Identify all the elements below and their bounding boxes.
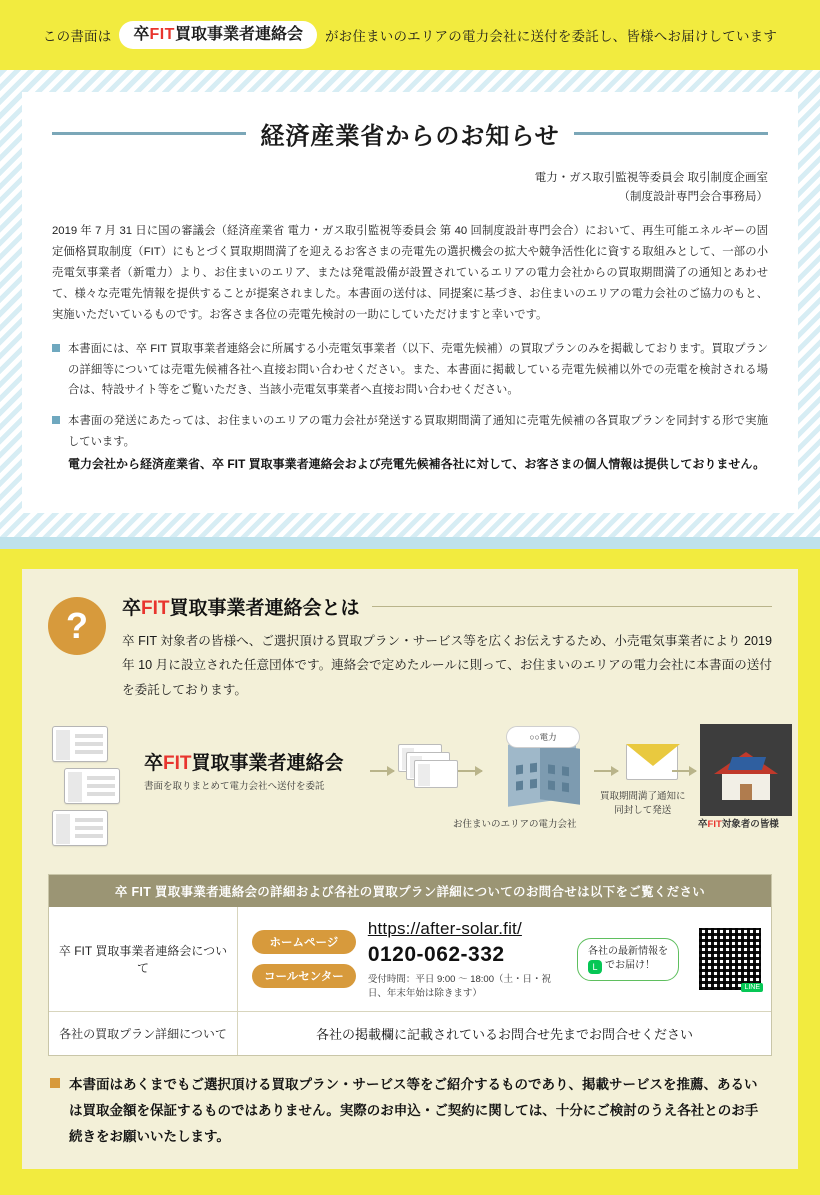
house-solar-icon	[700, 724, 796, 804]
bullet-1-text: 本書面には、卒 FIT 買取事業者連絡会に所属する小売電気事業者（以下、売電先候補）の買取プランのみを掲載しております。買取プランの詳細等については売電先候補各社へ直接お問い合わせください。また、本書面に掲載している売電先候補以外での売電を検討される場合は、特設サイト等をご覧いただき、当該小売電気事業者へ直接お問い合わせください。	[68, 343, 768, 397]
flow-org-sotsu: 卒	[144, 753, 164, 775]
footnote-text: 本書面はあくまでもご選択頂ける買取プラン・サービス等をご紹介するものであり、掲載サービスを推薦、あるいは買取金額を保証するものではありません。実際のお申込・ご契約に関しては、十分にご検討のうえ各社とのお手続きをお願いいたします。	[69, 1077, 759, 1144]
contact-header: 卒 FIT 買取事業者連絡会の詳細および各社の買取プラン詳細についてのお問合せは以下をご覧ください	[49, 875, 771, 907]
flow-arrow-3	[594, 770, 618, 772]
line-promo-line1: 各社の最新情報を	[588, 945, 668, 957]
utility-building-icon	[488, 726, 598, 812]
about-body	[122, 593, 772, 703]
contact-row-2-value: 各社の掲載欄に記載されているお問合せ先までお問合せください	[237, 1012, 771, 1055]
bullet-2-normal: 本書面の発送にあたっては、お住まいのエリアの電力会社が発送する買取期間満了通知に売電先候補の各買取プランを同封する形で実施しています。	[68, 415, 768, 448]
bullet-2-bold: 電力会社から経済産業省、卒 FIT 買取事業者連絡会および売電先候補各社に対して、お客さまの個人情報は提供しておりません。	[68, 457, 766, 472]
about-title-row	[122, 593, 772, 620]
flow-org-rest: 買取事業者連絡会	[191, 753, 344, 775]
flow-house-fit: FIT	[707, 819, 722, 831]
flow-arrow-4	[672, 770, 696, 772]
notice-card	[22, 92, 798, 513]
envelope-icon	[64, 768, 120, 804]
title-rule-left	[52, 132, 246, 135]
flow-caption-mail	[600, 790, 686, 817]
contact-row-2-label: 各社の買取プラン詳細について	[59, 1027, 227, 1042]
callcenter-tag: コールセンター	[252, 964, 356, 988]
envelope-stack-icon	[52, 726, 130, 852]
website-link[interactable]: https://after-solar.fit/	[367, 919, 522, 939]
page-title: 経済産業省からのお知らせ	[260, 123, 560, 150]
line-promo-bubble	[577, 938, 679, 981]
about-card	[22, 569, 798, 1170]
phone-hours-note: 受付時間：平日 9:00 〜 18:00（土・日・祝日、年末年始は除きます）	[367, 974, 551, 1000]
line-promo-line2-text: でお届け！	[605, 959, 655, 971]
mail-icon	[626, 744, 678, 780]
flow-diagram	[48, 718, 779, 868]
flow-org-fit: FIT	[163, 753, 192, 775]
notice-bullet-2	[52, 411, 768, 475]
question-mark-icon: ?	[48, 597, 106, 655]
contact-value-column	[368, 919, 565, 999]
envelope-icon	[52, 810, 108, 846]
utility-cloud-label: ○○電力	[506, 726, 580, 748]
organization-pill	[119, 21, 317, 50]
about-title-rule	[372, 606, 772, 607]
bullet-square-icon	[50, 1078, 60, 1088]
pill-sotsu: 卒	[133, 25, 150, 43]
flow-organization-label	[144, 748, 344, 775]
qr-code-icon[interactable]	[699, 928, 761, 990]
contact-row-plans	[49, 1012, 771, 1055]
notice-title-row	[52, 116, 768, 151]
flow-arrow-1	[370, 770, 394, 772]
line-app-icon: L	[588, 960, 602, 974]
top-banner-suffix: がお住まいのエリアの電力会社に送付を委託し、皆様へお届けしています	[324, 29, 778, 44]
contact-row-1-value	[237, 907, 771, 1011]
about-description: 卒 FIT 対象者の皆様へ、ご選択頂ける買取プラン・サービス等を広くお伝えするため、小売電気事業者により 2019 年 10 月に設立された任意団体です。連絡会で定めたルールに則って、お住まいのエリアの電力会社に本書面の送付を委託しております。	[122, 633, 772, 697]
building-body-2	[540, 743, 580, 805]
contact-tag-column	[252, 930, 356, 988]
authority-line-2: （制度設計専門会合事務局）	[618, 190, 768, 203]
notice-section	[0, 70, 820, 537]
house-photo-circle	[700, 724, 792, 816]
notice-paragraph: 2019 年 7 月 31 日に国の審議会（経済産業省 電力・ガス取引監視等委員会 第 40 回制度設計専門会合）において、再生可能エネルギーの固定価格買取制度（FIT）にもとづく買取期間満了を迎えるお客さまの売電先の選択機会の拡大や競争活性化に資する取組みとして、一部の小売電気事業者（新電力）より、お住まいのエリア、または発電設備が設置されているエリアの電力会社からの買取期間満了の通知とあわせて、様々な売電先情報を提供することが提案されました。本書面の送付は、同提案に基づき、お住まいのエリアの電力会社のご協力のもと、実施いただいているものです。お客さま各位の売電先検討の一助にしていただけますと幸いです。	[52, 224, 768, 321]
line-promo-line2	[588, 959, 668, 974]
authority-line-1: 電力・ガス取引監視等委員会 取引制度企画室	[534, 172, 768, 184]
homepage-tag: ホームページ	[252, 930, 356, 954]
about-title	[122, 593, 360, 620]
top-banner	[0, 0, 820, 70]
flow-caption-org: 書面を取りまとめて電力会社へ送付を委託	[144, 781, 325, 793]
about-section	[0, 549, 820, 1195]
bullet-2-text	[68, 411, 768, 475]
phone-number: 0120-062-332	[367, 943, 505, 967]
flow-house-rest: 対象者の皆様	[721, 819, 779, 831]
contact-box	[48, 874, 772, 1056]
contact-row-organization	[49, 907, 771, 1012]
pill-fit: FIT	[149, 25, 175, 43]
authority-block	[52, 169, 768, 207]
flow-caption-mail-line2: 同封して発送	[614, 804, 672, 816]
qr-line-badge: LINE	[741, 983, 763, 992]
title-rule-right	[574, 132, 768, 135]
flow-caption-mail-line1: 買取期間満了通知に	[600, 791, 686, 803]
flow-arrow-2	[458, 770, 482, 772]
flow-house-sotsu: 卒	[698, 819, 708, 831]
contact-row-1-label: 卒 FIT 買取事業者連絡会について	[58, 944, 228, 976]
about-header	[48, 593, 772, 703]
notice-bullet-1	[52, 339, 768, 400]
footnote	[48, 1072, 772, 1149]
envelope-mini-icon	[414, 760, 458, 788]
section-divider	[0, 537, 820, 549]
flow-caption-house	[698, 818, 779, 831]
about-title-fit: FIT	[141, 597, 170, 619]
pill-rest: 買取事業者連絡会	[174, 25, 303, 43]
top-banner-prefix: この書面は	[42, 29, 112, 44]
about-title-rest: 買取事業者連絡会とは	[169, 597, 360, 619]
bullet-square-icon	[52, 416, 60, 424]
about-title-sotsu: 卒	[122, 597, 142, 619]
envelope-icon	[52, 726, 108, 762]
flow-caption-utility: お住まいのエリアの電力会社	[453, 819, 577, 831]
bullet-square-icon	[52, 344, 60, 352]
